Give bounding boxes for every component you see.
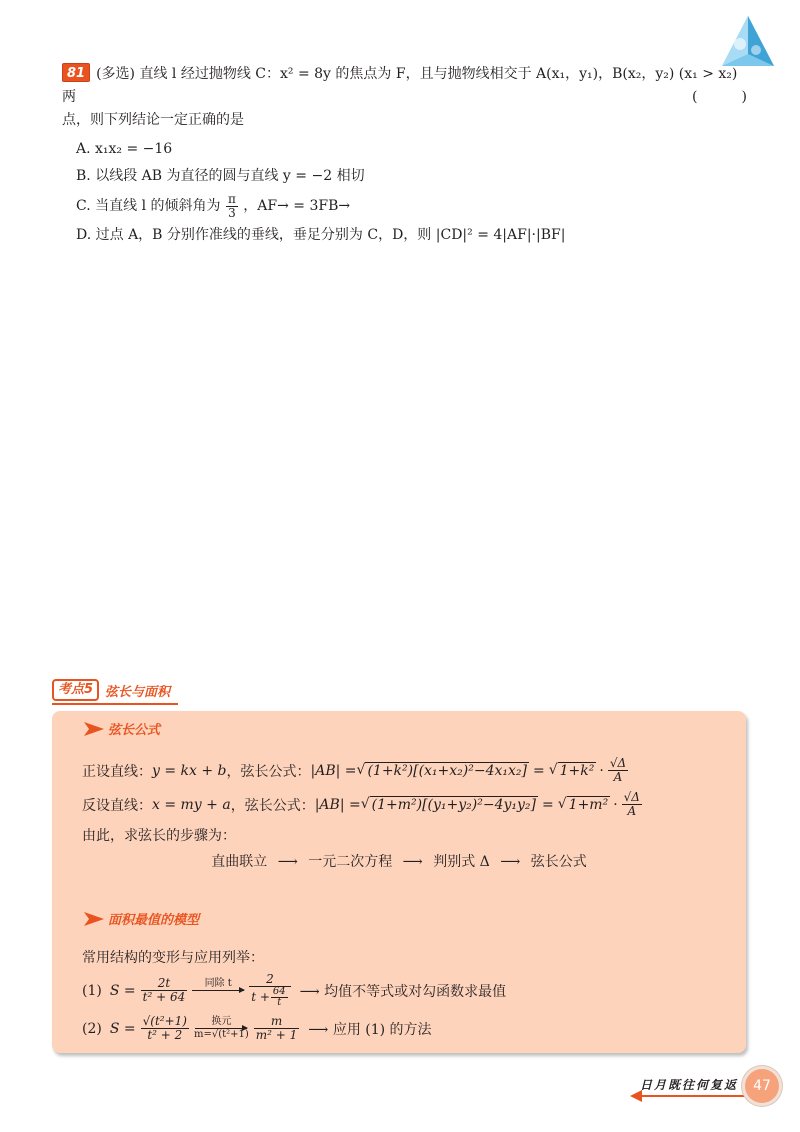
steps-flow <box>52 851 746 871</box>
item2-fraction2 <box>254 1015 300 1042</box>
row2-fraction <box>622 791 642 818</box>
row2-ab: |AB| = <box>314 796 361 813</box>
fraction-numerator: π <box>227 191 236 206</box>
item1-label: (1) <box>82 982 102 999</box>
page-number: 47 <box>742 1066 782 1106</box>
flow-arrow-icon: ⟶ <box>277 854 298 870</box>
model-item-1 <box>82 973 506 1008</box>
section-underline <box>52 703 178 705</box>
option-d-text: D. 过点 A，B 分别作准线的垂线，垂足分别为 C，D，则 |CD|² = 4|AF|·|BF| <box>76 227 566 243</box>
formula-row-1 <box>82 757 629 784</box>
item2-label: (2) <box>82 1020 102 1037</box>
row2-radicand2: 1+m² <box>568 797 609 813</box>
row1-radicand: (1+k²)[(x₁+x₂)²−4x₁x₂] <box>367 763 527 779</box>
flow-step-2: 一元二次方程 <box>308 854 393 870</box>
row1-equals: = <box>532 762 545 779</box>
option-b[interactable] <box>76 163 752 190</box>
row1-sqrt2: √ 1+k² <box>548 762 595 779</box>
den-prefix: t + <box>251 990 270 1004</box>
problem-stem-text: (多选) 直线 l 经过抛物线 C：x² = 8y 的焦点为 F，且与抛物线相交于 A(x₁，y₁)，B(x₂，y₂) (x₁ > x₂) 两 <box>62 66 738 105</box>
row1-dot: · <box>599 762 604 779</box>
arrow-label: 同除 t <box>204 978 232 989</box>
subheading-chord-length <box>84 719 160 738</box>
model-item-2 <box>82 1015 432 1042</box>
arrow-bullet-icon <box>84 722 104 736</box>
flow-step-3: 判别式 Δ <box>433 854 490 870</box>
common-intro <box>82 947 264 967</box>
section-title: 弦长与面积 <box>105 684 171 700</box>
steps-intro <box>82 825 236 845</box>
section-tag: 考点5 <box>52 679 99 701</box>
options-list <box>62 136 752 249</box>
fraction-numerator: √Δ <box>623 790 640 804</box>
problem-line-2 <box>62 109 752 132</box>
flow-arrow-icon: ⟶ <box>500 854 521 870</box>
fraction-numerator: √(t²+1) <box>142 1014 187 1028</box>
item2-tail: ⟶ 应用 (1) 的方法 <box>308 1021 432 1038</box>
option-d[interactable] <box>76 222 752 249</box>
subheading-text: 面积最值的模型 <box>108 913 200 928</box>
fraction-denominator <box>249 987 290 1008</box>
row2-equals: = <box>542 796 554 813</box>
fraction-denominator: t² + 64 <box>142 990 186 1004</box>
row1-sqrt: √ (1+k²)[(x₁+x₂)²−4x₁x₂] <box>356 762 527 779</box>
item2-transform-arrow <box>194 1016 249 1041</box>
option-c-suffix: ，AF→ = 3FB→ <box>243 198 351 214</box>
row2-line-eq: x = my + a <box>152 796 231 813</box>
fraction-denominator: A <box>613 770 623 784</box>
row1-label: ，弦长公式： <box>226 763 311 780</box>
row2-radicand: (1+m²)[(y₁+y₂)²−4y₁y₂] <box>371 797 537 813</box>
item1-fraction2 <box>249 973 290 1008</box>
fraction-numerator: m <box>254 1015 300 1029</box>
row2-dot: · <box>613 796 618 813</box>
flow-step-1: 直曲联立 <box>211 854 268 870</box>
option-c-fraction <box>226 193 238 220</box>
row2-prefix: 反设直线： <box>82 797 152 814</box>
fraction-denominator: 3 <box>228 205 236 220</box>
item1-tail: ⟶ 均值不等式或对勾函数求最值 <box>299 983 507 1000</box>
item1-fraction <box>141 977 188 1004</box>
row1-radicand2: 1+k² <box>559 763 595 779</box>
answer-paren-right: ) <box>741 89 747 105</box>
row2-label: ，弦长公式： <box>230 797 315 814</box>
footer-line <box>640 1095 748 1097</box>
row1-ab: |AB| = <box>310 762 357 779</box>
row1-line-eq: y = kx + b <box>152 762 227 779</box>
fraction-denominator: t² + 2 <box>147 1028 183 1042</box>
problem-stem-text-2: 点，则下列结论一定正确的是 <box>62 112 244 128</box>
section-header <box>52 678 170 702</box>
flow-arrow-icon: ⟶ <box>402 854 423 870</box>
inner-numerator: 64 <box>272 986 286 997</box>
fraction-denominator: m² + 1 <box>255 1028 298 1042</box>
fraction-denominator: A <box>627 804 637 818</box>
option-c[interactable] <box>76 190 752 222</box>
option-c-text: C. 当直线 l 的倾斜角为 <box>76 198 221 214</box>
arrow-label-bottom: m=√(t²+1) <box>193 1029 249 1040</box>
row2-sqrt: √ (1+m²)[(y₁+y₂)²−4y₁y₂] <box>360 796 537 813</box>
arrow-bullet-icon <box>84 912 104 926</box>
option-b-text: B. 以线段 AB 为直径的圆与直线 y = −2 相切 <box>76 168 365 184</box>
item2-fraction <box>141 1015 189 1042</box>
option-a[interactable] <box>76 136 752 163</box>
problem-line-1 <box>62 63 752 109</box>
subheading-text: 弦长公式 <box>108 723 161 738</box>
problem-81 <box>62 63 752 249</box>
flow-step-4: 弦长公式 <box>530 854 587 870</box>
common-intro-text: 常用结构的变形与应用列举： <box>82 950 264 966</box>
question-number-badge: 81 <box>62 63 90 82</box>
row2-sqrt2: √ 1+m² <box>557 796 609 813</box>
corner-decoration-icon <box>720 14 776 70</box>
fraction-numerator: 2 <box>249 973 290 987</box>
row1-fraction <box>608 757 628 784</box>
option-a-text: A. x₁x₂ = −16 <box>76 141 173 157</box>
formula-row-2 <box>82 791 643 818</box>
inner-denominator: t <box>277 997 282 1008</box>
steps-intro-text: 由此，求弦长的步骤为： <box>82 828 236 844</box>
fraction-numerator: 2t <box>141 977 188 991</box>
answer-paren-left: ( <box>692 89 698 105</box>
item2-s: S = <box>109 1020 136 1037</box>
footer-motto: 日月既往何复返 <box>640 1078 739 1092</box>
summary-panel <box>52 711 746 1053</box>
item1-transform-arrow <box>192 978 244 1003</box>
row1-prefix: 正设直线： <box>82 763 152 780</box>
subheading-area-max <box>84 909 199 928</box>
arrow-label-top: 换元 <box>211 1016 232 1027</box>
fraction-numerator: √Δ <box>609 756 627 770</box>
item1-s: S = <box>109 982 136 999</box>
answer-blank[interactable] <box>692 86 752 109</box>
